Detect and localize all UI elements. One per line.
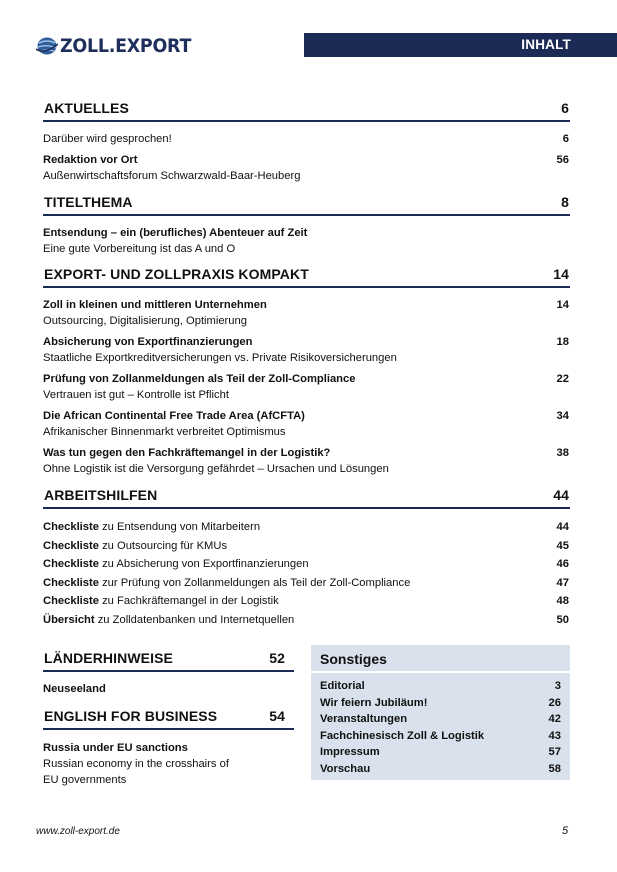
section-laenderhinweise bbox=[43, 650, 294, 697]
entry-subtitle: Außenwirtschaftsforum Schwarzwald-Baar-Heuberg bbox=[43, 170, 301, 182]
toc-entry[interactable] bbox=[43, 408, 570, 424]
footer-url[interactable]: www.zoll-export.de bbox=[36, 826, 120, 837]
section-page: 54 bbox=[269, 708, 285, 724]
section-page: 52 bbox=[269, 650, 285, 666]
entry-page: 47 bbox=[556, 576, 569, 589]
item-label: Vorschau bbox=[320, 762, 371, 775]
section-header bbox=[43, 194, 570, 216]
toc-entry[interactable] bbox=[43, 152, 570, 168]
sonstiges-item[interactable] bbox=[311, 744, 570, 761]
section-title: ENGLISH FOR BUSINESS bbox=[44, 708, 218, 724]
item-page: 26 bbox=[548, 696, 561, 709]
entry-title: zu Entsendung von Mitarbeitern bbox=[98, 521, 261, 533]
entry-page: 22 bbox=[556, 373, 569, 385]
entry-page: 44 bbox=[556, 521, 569, 533]
section-page: 44 bbox=[553, 487, 569, 503]
entry-page: 45 bbox=[556, 539, 569, 552]
toc-entry[interactable] bbox=[43, 740, 294, 756]
toc-entry[interactable] bbox=[43, 681, 294, 697]
sonstiges-item[interactable] bbox=[311, 711, 570, 728]
toc-entry[interactable] bbox=[43, 334, 570, 350]
entry-title: zu Outsourcing für KMUs bbox=[98, 539, 228, 552]
entry-page: 6 bbox=[562, 133, 569, 145]
item-label: Fachchinesisch Zoll & Logistik bbox=[320, 729, 485, 742]
item-page: 43 bbox=[548, 729, 561, 742]
item-page: 58 bbox=[548, 762, 561, 775]
entry-title: zur Prüfung von Zollanmeldungen als Teil der Zoll-Compliance bbox=[98, 576, 411, 589]
header-inhalt-bar: INHALT bbox=[304, 33, 617, 57]
entry-page: 46 bbox=[556, 558, 569, 571]
toc-entry[interactable] bbox=[43, 555, 570, 574]
sonstiges-item[interactable] bbox=[311, 678, 570, 695]
entry-page: 14 bbox=[556, 299, 569, 311]
entry-title: Neuseeland bbox=[43, 683, 106, 695]
entry-subtitle: EU governments bbox=[43, 774, 127, 786]
entry-title: Absicherung von Exportfinanzierungen bbox=[43, 336, 253, 348]
section-title: EXPORT- UND ZOLLPRAXIS KOMPAKT bbox=[44, 266, 309, 282]
entry-type: Checkliste bbox=[43, 539, 99, 552]
toc-entry[interactable] bbox=[43, 131, 570, 147]
entry-subtitle: Vertrauen ist gut – Kontrolle ist Pflicht bbox=[43, 389, 229, 401]
section-header bbox=[43, 100, 570, 122]
section-page: 8 bbox=[561, 194, 569, 210]
entry-page: 48 bbox=[556, 595, 569, 608]
entry-title: Zoll in kleinen und mittleren Unternehmen bbox=[43, 299, 267, 311]
entry-subtitle: Ohne Logistik ist die Versorgung gefährdet – Ursachen und Lösungen bbox=[43, 463, 389, 475]
entry-subtitle: Outsourcing, Digitalisierung, Optimierung bbox=[43, 315, 247, 327]
sonstiges-list bbox=[311, 673, 570, 778]
section-page: 14 bbox=[553, 266, 569, 282]
item-page: 3 bbox=[554, 680, 561, 692]
toc-entry[interactable] bbox=[43, 574, 570, 593]
entry-type: Checkliste bbox=[43, 595, 99, 608]
section-export-zollpraxis bbox=[43, 266, 570, 477]
entry-page: 38 bbox=[556, 447, 569, 459]
section-english-for-business bbox=[43, 708, 294, 788]
section-header bbox=[43, 266, 570, 288]
item-label: Veranstaltungen bbox=[320, 713, 408, 726]
entry-title: Entsendung – ein (berufliches) Abenteuer auf Zeit bbox=[43, 227, 308, 239]
item-page: 57 bbox=[548, 746, 561, 759]
entry-type: Übersicht bbox=[43, 613, 95, 626]
footer-page-number: 5 bbox=[562, 825, 569, 837]
sonstiges-item[interactable] bbox=[311, 728, 570, 745]
entry-page: 18 bbox=[556, 336, 569, 348]
toc-entry[interactable] bbox=[43, 225, 570, 241]
sonstiges-item[interactable] bbox=[311, 761, 570, 778]
toc-entry[interactable] bbox=[43, 518, 570, 537]
globe-logo-icon bbox=[36, 36, 58, 56]
toc-entry[interactable] bbox=[43, 371, 570, 387]
entry-page: 50 bbox=[556, 613, 569, 626]
entry-type: Checkliste bbox=[43, 558, 99, 571]
entry-page: 34 bbox=[556, 410, 569, 422]
logo-text: ZOLL.EXPORT bbox=[60, 35, 192, 57]
item-page: 42 bbox=[548, 713, 561, 726]
toc-entry[interactable] bbox=[43, 297, 570, 313]
section-title: AKTUELLES bbox=[44, 100, 129, 116]
item-label: Editorial bbox=[320, 680, 365, 692]
brand-logo bbox=[36, 32, 203, 60]
section-header bbox=[43, 708, 294, 730]
entry-type: Checkliste bbox=[43, 576, 99, 589]
entry-subtitle: Staatliche Exportkreditversicherungen vs. Private Risikoversicherungen bbox=[43, 352, 397, 364]
toc-entry[interactable] bbox=[43, 611, 570, 630]
entry-title: Russia under EU sanctions bbox=[43, 742, 188, 754]
section-header bbox=[43, 487, 570, 509]
entry-title: Redaktion vor Ort bbox=[43, 154, 138, 166]
section-title: LÄNDERHINWEISE bbox=[44, 650, 173, 666]
entry-type: Checkliste bbox=[43, 521, 99, 533]
entry-title: Darüber wird gesprochen! bbox=[43, 133, 172, 145]
sonstiges-title: Sonstiges bbox=[311, 645, 570, 673]
section-page: 6 bbox=[561, 100, 569, 116]
section-title: TITELTHEMA bbox=[44, 194, 133, 210]
entry-page: 56 bbox=[556, 154, 569, 166]
toc-entry[interactable] bbox=[43, 537, 570, 556]
section-header bbox=[43, 650, 294, 672]
section-title: ARBEITSHILFEN bbox=[44, 487, 158, 503]
entry-subtitle: Russian economy in the crosshairs of bbox=[43, 758, 229, 770]
section-titelthema bbox=[43, 194, 570, 257]
entry-subtitle: Eine gute Vorbereitung ist das A und O bbox=[43, 243, 236, 255]
section-aktuelles bbox=[43, 100, 570, 184]
entry-subtitle: Afrikanischer Binnenmarkt verbreitet Optimismus bbox=[43, 426, 286, 438]
item-label: Impressum bbox=[320, 746, 380, 759]
item-label: Wir feiern Jubiläum! bbox=[320, 696, 428, 709]
toc-entry[interactable] bbox=[43, 592, 570, 611]
section-arbeitshilfen bbox=[43, 487, 570, 630]
sonstiges-item[interactable] bbox=[311, 695, 570, 712]
entry-title: Die African Continental Free Trade Area (AfCFTA) bbox=[43, 410, 305, 422]
sonstiges-box bbox=[311, 645, 570, 780]
entry-title: Prüfung von Zollanmeldungen als Teil der Zoll-Compliance bbox=[43, 373, 356, 385]
entry-title: zu Fachkräftemangel in der Logistik bbox=[98, 595, 279, 608]
entry-title: zu Absicherung von Exportfinanzierungen bbox=[98, 558, 309, 571]
entry-title: zu Zolldatenbanken und Internetquellen bbox=[94, 613, 295, 626]
toc-entry[interactable] bbox=[43, 445, 570, 461]
entry-title: Was tun gegen den Fachkräftemangel in der Logistik? bbox=[43, 447, 331, 459]
